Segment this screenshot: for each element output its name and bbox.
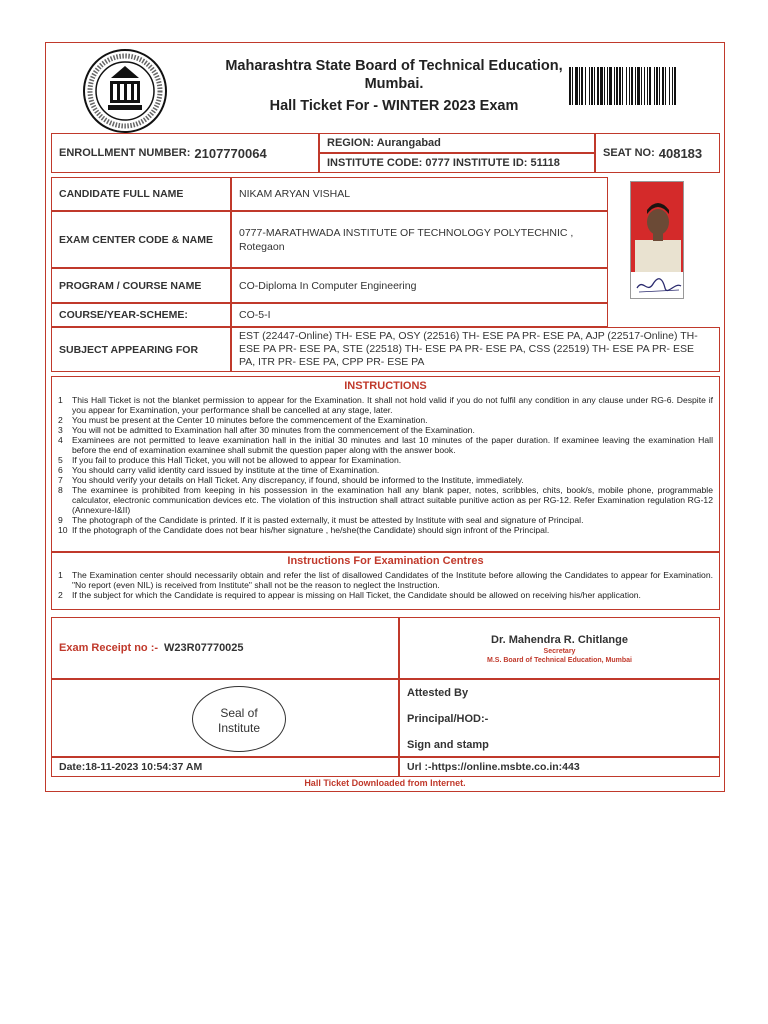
instruction-number: 2 (58, 415, 63, 425)
instruction-text: The photograph of the Candidate is printed. If it is pasted externally, it must be attested by Institute with seal and signature of Principal. (72, 515, 584, 525)
instruction-number: 7 (58, 475, 63, 485)
institute-seal (192, 686, 286, 752)
instruction-item (58, 590, 713, 600)
instruction-number: 3 (58, 425, 63, 435)
instruction-item (58, 465, 713, 475)
institute-code-text: INSTITUTE CODE: 0777 INSTITUTE ID: 51118 (327, 157, 560, 169)
instruction-text: Examinees are not permitted to leave examination hall in the initial 30 minutes and last 10 minutes of the paper duration. If examinee leaving the examination Hall before the end of examination examinee shall submit the question paper along with the answer book. (72, 435, 713, 455)
instructions-title: INSTRUCTIONS (344, 380, 427, 392)
instruction-number: 9 (58, 515, 63, 525)
instruction-text: The Examination center should necessarily obtain and refer the list of disallowed Candidates of the Institute before allowing the Candidates to appear for Examination. "No report (even NIL) is received from Institute" shall not be the reason to neglect the Instruction. (72, 570, 713, 590)
hall-ticket-title: Hall Ticket For - WINTER 2023 Exam (269, 98, 519, 114)
instruction-number: 2 (58, 590, 63, 600)
instruction-text: You should verify your details on Hall Ticket. Any discrepancy, if found, should be informed to the Institute, immediately. (72, 475, 524, 485)
hall-ticket-frame (45, 42, 725, 792)
instruction-number: 8 (58, 485, 63, 495)
attest-cell (399, 679, 720, 757)
instruction-number: 6 (58, 465, 63, 475)
instruction-item (58, 515, 713, 525)
secretary-title: Secretary (543, 648, 576, 655)
instruction-number: 1 (58, 570, 63, 580)
seat-no-cell (595, 133, 720, 173)
enrollment-cell (51, 133, 319, 173)
seal-line1: Seal of (220, 706, 258, 720)
source-url: Url :-https://online.msbte.co.in:443 (399, 757, 720, 777)
instruction-item (58, 475, 713, 485)
course-scheme-value: CO-5-I (231, 303, 608, 327)
instruction-text: If you fail to produce this Hall Ticket, you will not be allowed to appear for Examination. (72, 455, 402, 465)
board-name-line2: Mumbai. (364, 76, 424, 92)
download-date: Date:18-11-2023 10:54:37 AM (51, 757, 399, 777)
exam-center-value: 0777-MARATHWADA INSTITUTE OF TECHNOLOGY POLYTECHNIC , Rotegaon (231, 211, 608, 268)
exam-receipt-number: W23R07770025 (164, 642, 244, 654)
instruction-item (58, 395, 713, 415)
enrollment-number: 2107770064 (194, 145, 267, 161)
principal-hod-label: Principal/HOD:- (407, 713, 489, 725)
instruction-number: 10 (58, 525, 68, 535)
instruction-number: 4 (58, 435, 63, 445)
instruction-text: If the subject for which the Candidate is required to appear is missing on Hall Ticket, the Candidate should be allowed on receiving his/her application. (72, 590, 641, 600)
candidate-name-value: NIKAM ARYAN VISHAL (231, 177, 608, 211)
centre-instructions-section (51, 552, 720, 610)
centre-instructions-title: Instructions For Examination Centres (287, 555, 484, 567)
board-logo (82, 48, 168, 134)
institute-code-cell (319, 153, 595, 173)
sign-stamp-label: Sign and stamp (407, 739, 489, 751)
instructions-list (58, 395, 713, 535)
exam-receipt-cell (51, 617, 399, 679)
seal-cell (51, 679, 399, 757)
instruction-item (58, 415, 713, 425)
instruction-text: If the photograph of the Candidate does not bear his/her signature , he/she(the Candidate) should sign infront of the Principal. (72, 525, 550, 535)
secretary-name: Dr. Mahendra R. Chitlange (491, 634, 628, 646)
region-text: REGION: Aurangabad (327, 137, 441, 149)
instruction-item (58, 435, 713, 455)
instruction-number: 1 (58, 395, 63, 405)
subjects-label: SUBJECT APPEARING FOR (51, 327, 231, 372)
candidate-photo (630, 181, 684, 299)
instruction-text: You will not be admitted to Examination hall after 30 minutes from the commencement of the Examination. (72, 425, 475, 435)
instruction-item (58, 525, 713, 535)
course-scheme-label: COURSE/YEAR-SCHEME: (51, 303, 231, 327)
exam-receipt-label: Exam Receipt no :- (59, 642, 159, 654)
program-label: PROGRAM / COURSE NAME (51, 268, 231, 303)
instruction-item (58, 455, 713, 465)
seat-no-value: 408183 (658, 145, 703, 161)
enrollment-label: ENROLLMENT NUMBER: (59, 147, 191, 159)
instruction-item (58, 425, 713, 435)
secretary-org: M.S. Board of Technical Education, Mumbai (487, 657, 632, 664)
instruction-item (58, 485, 713, 515)
instruction-text: The examinee is prohibited from keeping in his possession in the examination hall any blank paper, notes, scribbles, chits, book/s, mobile phone, programmable calculator, electronic communication devices etc. The violation of this instruction shall attract suitable punitive action as per RG-12. Refer Examination regulation RG-12 (Annexure-I&II) (72, 485, 713, 515)
centre-instructions-list (58, 570, 713, 600)
instruction-text: You must be present at the Center 10 minutes before the commencement of the Examination. (72, 415, 428, 425)
board-name-line1: Maharashtra State Board of Technical Education, (225, 58, 563, 74)
instruction-item (58, 570, 713, 590)
attested-by-label: Attested By (407, 687, 469, 699)
instruction-text: You should carry valid identity card issued by institute at the time of Examination. (72, 465, 380, 475)
footer-note: Hall Ticket Downloaded from Internet. (304, 778, 466, 788)
barcode (567, 65, 709, 107)
region-cell (319, 133, 595, 153)
seat-no-label: SEAT NO: (603, 147, 655, 159)
program-value: CO-Diploma In Computer Engineering (231, 268, 608, 303)
instruction-number: 5 (58, 455, 63, 465)
instructions-section (51, 376, 720, 552)
exam-center-label: EXAM CENTER CODE & NAME (51, 211, 231, 268)
seal-line2: Institute (217, 721, 261, 735)
secretary-cell (399, 617, 720, 679)
instruction-text: This Hall Ticket is not the blanket permission to appear for the Examination. It shall not hold valid if you do not fulfil any condition in any clause under RG-6. Despite if you appear for Examination, your performance shall be cancelled at any stage, later. (72, 395, 713, 415)
subjects-value: EST (22447-Online) TH- ESE PA, OSY (22516) TH- ESE PA PR- ESE PA, AJP (22517-Online) TH- ESE PA PR- ESE PA, STE (22518) TH- ESE PA PR- ESE PA, CSS (22519) TH- ESE PA PR- ESE PA, ITR PR- ESE PA, CPP PR- ESE PA (231, 327, 720, 372)
candidate-name-label: CANDIDATE FULL NAME (51, 177, 231, 211)
